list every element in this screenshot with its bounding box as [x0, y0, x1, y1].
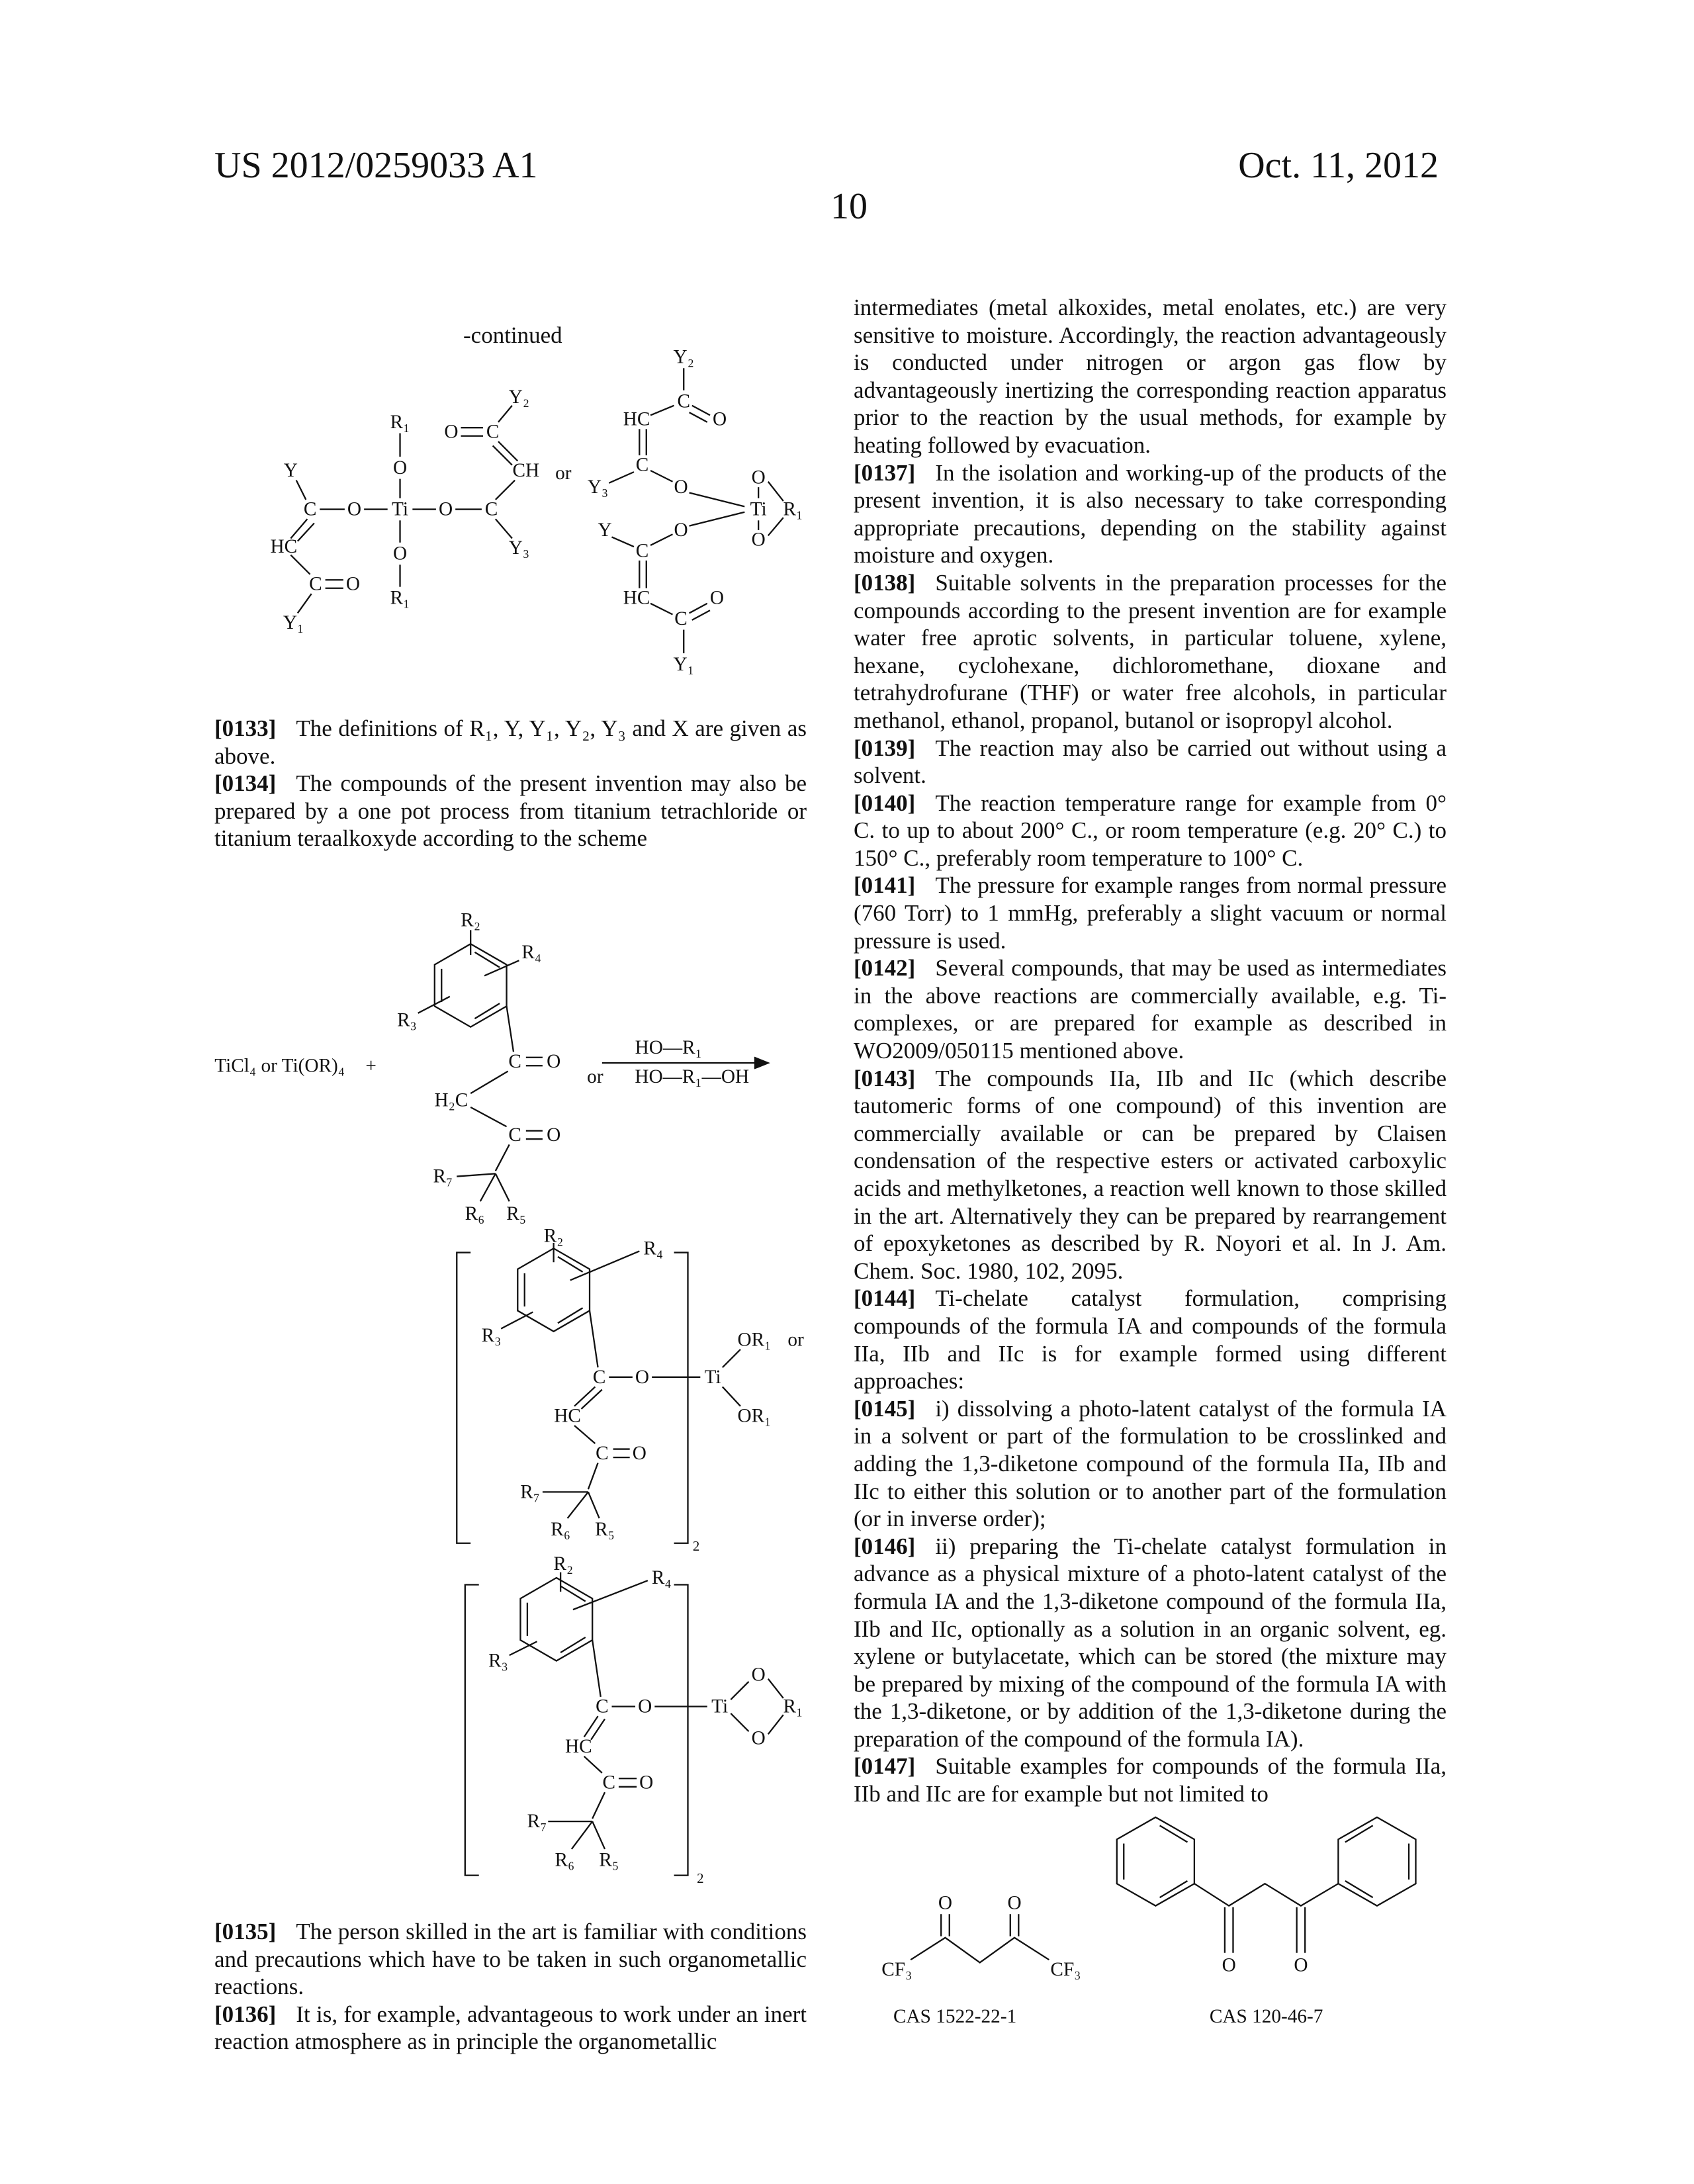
chem-label: O [393, 457, 407, 478]
paragraph-number: [0143] [854, 1066, 915, 1091]
chem-label: R₁ [390, 587, 410, 608]
chem-label: HC [565, 1736, 592, 1757]
chem-label: R₆ [555, 1850, 575, 1871]
chem-label: R₇ [520, 1481, 540, 1502]
chem-label: R₇ [527, 1811, 547, 1832]
paragraph-0137 [854, 459, 1447, 569]
paragraph-text: Suitable solvents in the preparation processes for the compounds according to the present invention are for example water free aprotic solvents, in particular toluene, xylene, hexane, cyclohexane, dichloromethane, dioxane and tetrahydrofurane (THF) or water free alcohols, in particular methanol, ethanol, propanol, butanol or isopropyl alcohol. [854, 570, 1447, 733]
chem-label: C [508, 1051, 521, 1072]
chem-label: R₂ [553, 1553, 573, 1574]
paragraph-0140 [854, 790, 1447, 872]
chem-label: O [347, 499, 361, 520]
paragraph-text: The reaction may also be carried out without using a solvent. [854, 735, 1447, 789]
example-compound-hexafluoroacetylacetone [881, 1892, 1081, 2026]
paragraph-number: [0147] [854, 1753, 915, 1779]
chem-label: O [635, 1367, 649, 1388]
chem-label: C [596, 1696, 609, 1717]
paragraph-0147 [854, 1752, 1447, 1807]
chem-label: O [1222, 1955, 1236, 1976]
chem-label: HC [271, 536, 298, 557]
patent-number: US 2012/0259033 A1 [214, 144, 538, 187]
example-compound-dibenzoylmethane [1117, 1817, 1416, 2027]
chem-label: C [309, 574, 322, 595]
paragraph-0139 [854, 735, 1447, 790]
paragraph-number: [0135] [214, 1919, 276, 1944]
paragraph-text: Ti-chelate catalyst formulation, comprising compounds of the formula IA and compounds of the formula IIa, IIb and IIc is for example formed using different approaches: [854, 1285, 1447, 1394]
paragraph-number: [0139] [854, 735, 915, 761]
paragraph-0136 [214, 2001, 807, 2056]
chem-label: HC [623, 587, 650, 608]
chem-label: O [752, 1728, 766, 1749]
chem-label: O [674, 520, 688, 541]
left-column-bottom [214, 1918, 807, 2056]
chem-label: OR₁ [737, 1405, 771, 1426]
chem-label: R₅ [595, 1519, 615, 1540]
chem-label: C [304, 499, 317, 520]
chem-label: C [593, 1367, 606, 1388]
chem-label: R₂ [544, 1225, 564, 1246]
paragraph-text: The definitions of R₁, Y, Y₁, Y₂, Y₃ and X are given as above. [214, 715, 807, 769]
continued-label: -continued [463, 322, 562, 349]
chem-label: C [677, 390, 690, 412]
reagent-label: HO—R₁ [635, 1037, 702, 1058]
paragraph-text: The person skilled in the art is familiar with conditions and precautions which have to be taken in such organometallic reactions. [214, 1919, 807, 1999]
paragraph-text: ii) preparing the Ti-chelate catalyst formulation in advance as a physical mixture of a photo-latent catalyst of the formula IA and the 1,3-diketone compound of the formula IIa, IIb and IIc, optionally as a solution in an organic solvent, eg. xylene or butylacetate, which can be stored (the mixture may be prepared by mixing of the compound of the formula IA with the 1,3-diketone, or by addition of the 1,3-diketone during the preparation of the compound of the formula IA). [854, 1533, 1447, 1752]
paragraph-number: [0134] [214, 770, 276, 796]
publication-date: Oct. 11, 2012 [1238, 144, 1439, 187]
chem-label: O [439, 499, 453, 520]
reaction-scheme [214, 910, 768, 1224]
paragraph-number: [0136] [214, 2001, 276, 2027]
chem-label: R₄ [521, 942, 541, 963]
chem-label: R₁ [783, 499, 803, 520]
chem-label: R₅ [506, 1203, 526, 1224]
chem-label: O [638, 1696, 652, 1717]
chem-label: R₄ [643, 1238, 663, 1259]
paragraph-text: Several compounds, that may be used as intermediates in the above reactions are commercially available, e.g. Ti-complexes, or are prepared for example as described in WO2009/050115 mentioned above. [854, 955, 1447, 1064]
paragraph-number: [0133] [214, 715, 276, 741]
page-number: 10 [830, 185, 868, 228]
chem-label: R₃ [488, 1651, 508, 1672]
chem-label: Y₁ [674, 654, 694, 675]
chem-label: Ti [750, 499, 767, 520]
chem-label: C [674, 608, 688, 629]
chem-label: CF₃ [1050, 1959, 1081, 1980]
paragraph-number: [0142] [854, 955, 915, 981]
chem-label: Y₂ [674, 347, 694, 368]
chem-label: C [486, 421, 500, 442]
paragraph-text: The pressure for example ranges from normal pressure (760 Torr) to 1 mmHg, preferably a slight vacuum or normal pressure is used. [854, 872, 1447, 953]
paragraph-continuation: intermediates (metal alkoxides, metal enolates, etc.) are very sensitive to moisture. Accordingly, the reaction advantageously is conducted under nitrogen or argon gas flow by advantageously inertizing the corresponding reaction apparatus prior to the reaction by the usual methods, for example by heating followed by evacuation. [854, 294, 1447, 459]
chem-label: O [547, 1051, 560, 1072]
paragraph-text: i) dissolving a photo-latent catalyst of the formula IA in a solvent or part of the formulation to be crosslinked and adding the 1,3-diketone compound of the formula IIa, IIb and IIc to either this solution or to another part of the formulation (or in inverse order); [854, 1396, 1447, 1531]
chem-label: O [1294, 1955, 1308, 1976]
chem-label: R₁ [783, 1696, 803, 1717]
chem-label: OR₁ [737, 1329, 771, 1350]
product-structure-b [465, 1553, 803, 1886]
chem-label: R₃ [397, 1009, 417, 1030]
chem-label: R₇ [433, 1166, 453, 1187]
paragraph-0145 [854, 1395, 1447, 1533]
chem-label: Y [598, 520, 611, 541]
paragraph-number: [0145] [854, 1396, 915, 1422]
chem-label: O [547, 1124, 560, 1146]
paragraph-number: [0138] [854, 570, 915, 596]
chem-label: O [752, 1664, 766, 1685]
paragraph-number: [0137] [854, 460, 915, 486]
chem-label: O [639, 1772, 653, 1794]
chem-label: C [596, 1443, 609, 1464]
structure-ti-chelate-2 [588, 347, 803, 675]
paragraph-text: In the isolation and working-up of the products of the present invention, it is also necessary to take corresponding appropriate precautions, depending on the stability against moisture and oxygen. [854, 460, 1447, 569]
paragraph-0144 [854, 1285, 1447, 1394]
chem-label: C [603, 1772, 616, 1794]
paragraph-text: The compounds IIa, IIb and IIc (which describe tautomeric forms of one compound) of this invention are commercially available or can be prepared by Claisen condensation of the respective esters or activated carboxylic acids and methylketones, a reaction well known to those skilled in the art. Alternatively they can be prepared by rearrangement of epoxyketones as described by R. Noyori et al. In J. Am. Chem. Soc. 1980, 102, 2095. [854, 1066, 1447, 1284]
paragraph-0146 [854, 1533, 1447, 1753]
chem-label: R₆ [551, 1519, 570, 1540]
chem-label: C [485, 499, 498, 520]
chem-label: 2 [697, 1870, 703, 1886]
chem-label: O [1007, 1892, 1021, 1913]
chem-label: Ti [711, 1696, 728, 1717]
chem-label: CH [513, 460, 540, 481]
paragraph-0142 [854, 954, 1447, 1064]
chem-label: Y₃ [509, 537, 529, 559]
paragraph-text: The compounds of the present invention may also be prepared by a one pot process from titanium tetrachloride or titanium teraalkoxyde according to the scheme [214, 770, 807, 851]
chem-label: C [636, 455, 649, 476]
chem-label: Y₁ [283, 612, 304, 633]
paragraph-number: [0146] [854, 1533, 915, 1559]
paragraph-0141 [854, 872, 1447, 954]
chem-label: C [636, 540, 649, 561]
chem-label: Ti [392, 499, 408, 520]
chem-label: O [752, 467, 766, 488]
chem-label: O [710, 587, 724, 608]
reactant-label: TiCl₄ or Ti(OR)₄ [214, 1055, 345, 1076]
paragraph-0135 [214, 1918, 807, 2001]
chem-label: O [633, 1443, 646, 1464]
chem-label: or [587, 1066, 603, 1087]
plus-sign: + [365, 1055, 377, 1076]
chem-label: O [674, 477, 688, 498]
chem-label: Y₃ [588, 477, 608, 498]
paragraph-0143 [854, 1065, 1447, 1285]
chem-label: R₄ [652, 1567, 672, 1588]
cas-caption: CAS 120-46-7 [1210, 2006, 1323, 2027]
chem-label: Y₂ [509, 387, 529, 408]
chem-label: C [508, 1124, 521, 1146]
chem-label: or [787, 1329, 804, 1350]
chem-label: O [752, 529, 766, 551]
chem-label: HC [623, 409, 650, 430]
chem-label: R₁ [390, 412, 410, 433]
chem-label: H₂C [434, 1090, 468, 1111]
chem-label: HC [554, 1405, 581, 1426]
chem-label: 2 [693, 1538, 699, 1554]
paragraph-0138 [854, 569, 1447, 735]
chem-label: O [713, 409, 727, 430]
chem-label: O [346, 574, 360, 595]
product-structure-a [457, 1225, 804, 1553]
paragraph-0133 [214, 715, 807, 770]
chem-label: R₆ [465, 1203, 485, 1224]
chem-label: R₃ [482, 1325, 502, 1346]
paragraph-text: It is, for example, advantageous to work under an inert reaction atmosphere as in principle the organometallic [214, 2001, 807, 2055]
paragraph-number: [0144] [854, 1285, 915, 1311]
chem-label: O [444, 421, 458, 442]
reagent-label: HO—R₁—OH [635, 1066, 749, 1087]
paragraph-text: The reaction temperature range for example from 0° C. to up to about 200° C., or room temperature (e.g. 20° C.) to 150° C., preferably room temperature to 100° C. [854, 790, 1447, 871]
chem-label: Y [284, 460, 298, 481]
paragraph-number: [0141] [854, 872, 915, 898]
chem-label: O [393, 543, 407, 565]
paragraph-text: Suitable examples for compounds of the formula IIa, IIb and IIc are for example but not limited to [854, 1753, 1447, 1807]
chem-label: R₅ [599, 1850, 619, 1871]
chem-label: CF₃ [881, 1959, 912, 1980]
chem-label: Ti [705, 1367, 721, 1388]
cas-caption: CAS 1522-22-1 [893, 2006, 1016, 2027]
chem-label: R₂ [461, 910, 480, 931]
structure-ti-chelate-1 [271, 387, 572, 633]
left-column-top [214, 715, 807, 852]
paragraph-number: [0140] [854, 790, 915, 816]
right-column [854, 294, 1447, 1808]
paragraph-0134 [214, 770, 807, 852]
chem-label: O [938, 1892, 952, 1913]
chem-label: or [555, 463, 572, 484]
